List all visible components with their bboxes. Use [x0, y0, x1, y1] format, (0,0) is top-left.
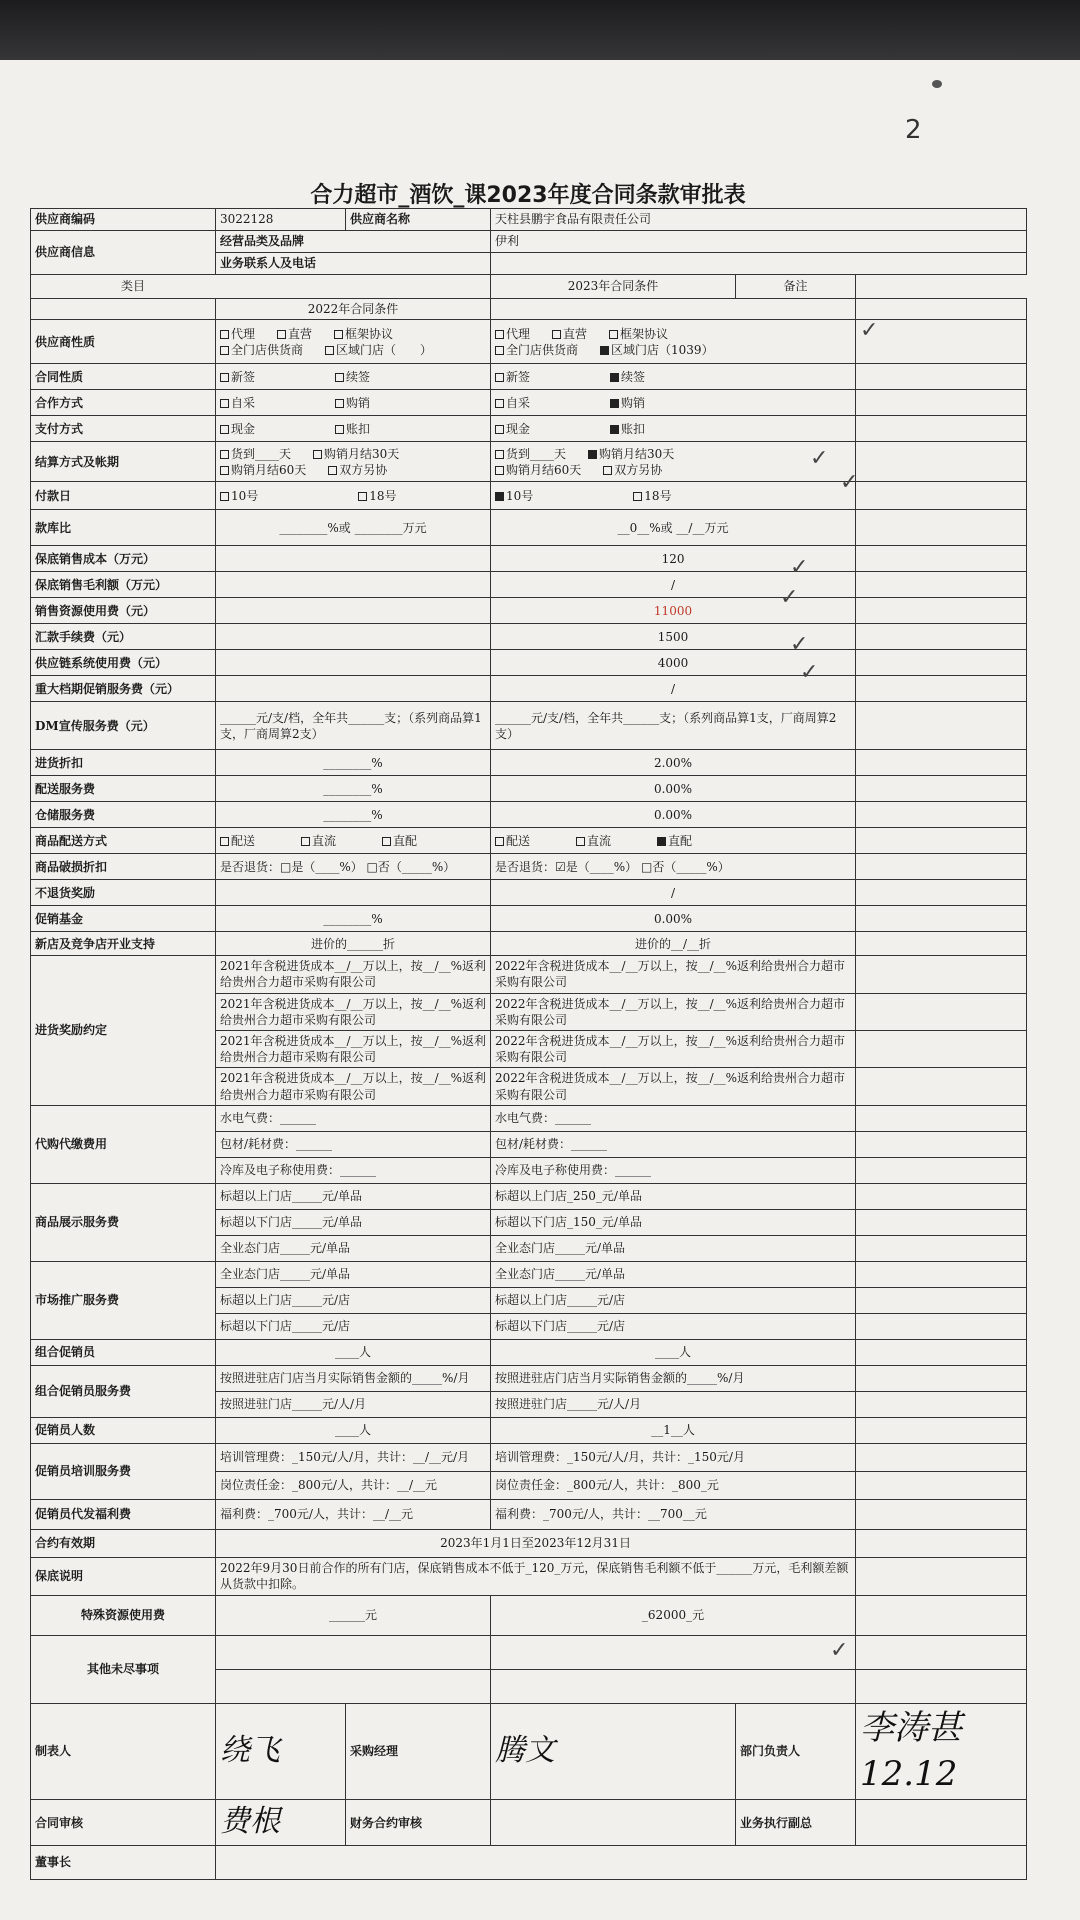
rebate-label: 进货奖励约定 [31, 956, 216, 1106]
option-label: 购销月结60天 [231, 462, 307, 477]
brand-label: 经营品类及品牌 [216, 231, 491, 253]
checkbox-icon [603, 466, 612, 475]
chair-label: 董事长 [31, 1845, 216, 1879]
option-label: 配送 [506, 833, 531, 848]
checkbox-icon [358, 492, 367, 501]
row-label: 供应链系统使用费（元） [31, 650, 216, 676]
display-2022: 标超以上门店_____元/单品 [216, 1183, 491, 1209]
page-number: 2 [905, 115, 922, 145]
header-2022: 2022年合同条件 [216, 299, 491, 320]
welfare-2023: 福利费：_700元/人，共计：__700__元 [491, 1499, 856, 1529]
option-label: 自采 [231, 395, 256, 410]
check-mark-icon: ✓ [840, 470, 859, 495]
checkbox-icon [220, 373, 229, 382]
row-2023: 2.00% [491, 750, 856, 776]
pay-label: 支付方式 [31, 416, 216, 442]
option-label: 新签 [506, 369, 531, 384]
damage-label: 商品破损折扣 [31, 854, 216, 880]
validity-value: 2023年1月1日至2023年12月31日 [216, 1529, 856, 1557]
promoter-label: 组合促销员 [31, 1339, 216, 1365]
option-label: 10号 [506, 488, 534, 503]
checkbox-icon [495, 466, 504, 475]
head-label: 部门负责人 [736, 1703, 856, 1800]
nature-2023 [491, 320, 856, 364]
option-label: 直流 [312, 833, 337, 848]
audit-label: 合同审核 [31, 1800, 216, 1846]
row-2022 [216, 650, 491, 676]
check-mark-icon: ✓ [800, 660, 819, 685]
checkbox-icon [633, 492, 642, 501]
row-2023: 4000 [491, 650, 856, 676]
supplier-code: 3022128 [216, 209, 346, 231]
checkbox-icon [334, 330, 343, 339]
guarantee-label: 保底说明 [31, 1557, 216, 1595]
display-2022: 标超以下门店_____元/单品 [216, 1209, 491, 1235]
contact-value [491, 253, 1027, 275]
check-mark-icon: ✓ [780, 585, 799, 610]
promoter-fee-label: 组合促销员服务费 [31, 1365, 216, 1417]
option-label: 直营 [288, 326, 313, 341]
payday-label: 付款日 [31, 482, 216, 510]
option-label: 直配 [393, 833, 418, 848]
dm-2023: ______元/支/档，全年共______支；（系列商品算1支，厂商周算2支） [491, 702, 856, 750]
head-signature: 李涛甚 12.12 [856, 1703, 1027, 1800]
checkbox-icon [495, 450, 504, 459]
option-label: 直营 [563, 326, 588, 341]
checked-box-icon [610, 425, 619, 434]
option-label: 购销月结30天 [324, 446, 400, 461]
option-label: 直流 [587, 833, 612, 848]
supplier-name: 天柱县鹏宇食品有限责任公司 [491, 209, 1027, 231]
row-2022 [216, 546, 491, 572]
row-2023: 0.00% [491, 802, 856, 828]
option-label: 配送 [231, 833, 256, 848]
training-2022: 岗位责任金：_800元/人，共计：__/__元 [216, 1471, 491, 1499]
option-label: 10号 [231, 488, 259, 503]
checkbox-icon [576, 837, 585, 846]
checked-box-icon [610, 399, 619, 408]
option-label: 货到____天 [506, 446, 567, 461]
row-2023: 0.00% [491, 776, 856, 802]
dm-label: DM宣传服务费（元） [31, 702, 216, 750]
manager-signature: 腾文 [491, 1703, 736, 1800]
header-2023: 2023年合同条件 [491, 275, 736, 299]
option-label: 自采 [506, 395, 531, 410]
option-label: 直配 [668, 833, 693, 848]
row-label: 保底销售成本（万元） [31, 546, 216, 572]
row-2023: / [491, 880, 856, 906]
header-remark: 备注 [736, 275, 856, 299]
display-2023: 全业态门店_____元/单品 [491, 1235, 856, 1261]
ink-dot [932, 80, 942, 88]
row-2023: 1500 [491, 624, 856, 650]
rebate-2022-line: 2021年含税进货成本__/__万以上，按__/__%返利给贵州合力超市采购有限公司 [216, 1068, 491, 1105]
option-label: 购销 [621, 395, 646, 410]
option-label: 购销 [346, 395, 371, 410]
proxy-2023: 冷库及电子称使用费：______ [491, 1157, 856, 1183]
settle-label: 结算方式及帐期 [31, 442, 216, 482]
manager-label: 采购经理 [346, 1703, 491, 1800]
guarantee-value: 2022年9月30日前合作的所有门店，保底销售成本不低于_120_万元，保底销售毛利额不低于______万元，毛利额差额从货款中扣除。 [216, 1557, 856, 1595]
checkbox-icon [335, 399, 344, 408]
checkbox-icon [495, 330, 504, 339]
supplier-code-label: 供应商编码 [31, 209, 216, 231]
option-label: 双方另协 [614, 462, 663, 477]
check-mark-icon: ✓ [790, 555, 809, 580]
row-2022: 进价的______折 [216, 932, 491, 956]
row-2022 [216, 598, 491, 624]
proxy-2022: 包材/耗材费：______ [216, 1131, 491, 1157]
option-label: 18号 [644, 488, 672, 503]
promoter-fee-2023: 按照进驻店门店当月实际销售金额的_____%/月 [491, 1365, 856, 1391]
vp-label: 业务执行副总 [736, 1800, 856, 1846]
option-label: 购销月结30天 [599, 446, 675, 461]
validity-label: 合约有效期 [31, 1529, 216, 1557]
check-mark-icon: ✓ [830, 1638, 849, 1663]
promoter-2022: ____人 [216, 1339, 491, 1365]
nature-2022 [216, 320, 491, 364]
nature-label: 供应商性质 [31, 320, 216, 364]
option-label: 区域门店（ ） [336, 342, 433, 357]
promoter-fee-2022: 按照进驻店门店当月实际销售金额的_____%/月 [216, 1365, 491, 1391]
checked-box-icon [495, 492, 504, 501]
checkbox-icon [220, 450, 229, 459]
option-label: 账扣 [346, 421, 371, 436]
checkbox-icon [552, 330, 561, 339]
checked-box-icon [657, 837, 666, 846]
training-label: 促销员培训服务费 [31, 1443, 216, 1499]
proxy-2023: 包材/耗材费：______ [491, 1131, 856, 1157]
option-label: 账扣 [621, 421, 646, 436]
checked-box-icon [588, 450, 597, 459]
row-label: 销售资源使用费（元） [31, 598, 216, 624]
special-2023: _62000_元 [491, 1595, 856, 1635]
row-label: 仓储服务费 [31, 802, 216, 828]
rebate-2023-line: 2022年含税进货成本__/__万以上，按__/__%返利给贵州合力超市采购有限公司 [491, 993, 856, 1030]
audit-signature: 费根 [216, 1800, 346, 1846]
checked-box-icon [600, 346, 609, 355]
checkbox-icon [335, 425, 344, 434]
delivery-label: 商品配送方式 [31, 828, 216, 854]
row-label: 促销基金 [31, 906, 216, 932]
checkbox-icon [495, 373, 504, 382]
brand-value: 伊利 [491, 231, 1027, 253]
promoter-count-label: 促销员人数 [31, 1417, 216, 1443]
checkbox-icon [220, 837, 229, 846]
option-label: 框架协议 [620, 326, 669, 341]
row-2023: 0.00% [491, 906, 856, 932]
rebate-2023-line: 2022年含税进货成本__/__万以上，按__/__%返利给贵州合力超市采购有限公司 [491, 1030, 856, 1067]
row-label: 汇款手续费（元） [31, 624, 216, 650]
option-label: 全门店供货商 [506, 342, 579, 357]
checkbox-icon [313, 450, 322, 459]
rebate-2022-line: 2021年含税进货成本__/__万以上，按__/__%返利给贵州合力超市采购有限公司 [216, 956, 491, 993]
market-label: 市场推广服务费 [31, 1261, 216, 1339]
promoter-count-2023: __1__人 [491, 1417, 856, 1443]
header-category: 类目 [31, 275, 491, 299]
row-label: 保底销售毛利额（万元） [31, 572, 216, 598]
checkbox-icon [220, 346, 229, 355]
checkbox-icon [220, 492, 229, 501]
option-label: 18号 [369, 488, 397, 503]
promoter-2023: ____人 [491, 1339, 856, 1365]
market-2022: 全业态门店_____元/单品 [216, 1261, 491, 1287]
market-2023: 全业态门店_____元/单品 [491, 1261, 856, 1287]
option-label: 购销月结60天 [506, 462, 582, 477]
proxy-2022: 水电气费：______ [216, 1105, 491, 1131]
row-label: 款库比 [31, 510, 216, 546]
row-2023: 120 [491, 546, 856, 572]
training-2023: 岗位责任金：_800元/人，共计：_800_元 [491, 1471, 856, 1499]
checkbox-icon [220, 399, 229, 408]
finance-label: 财务合约审核 [346, 1800, 491, 1846]
other-label: 其他未尽事项 [31, 1635, 216, 1703]
checkbox-icon [609, 330, 618, 339]
supplier-info-label: 供应商信息 [31, 231, 216, 275]
checkbox-icon [382, 837, 391, 846]
market-2023: 标超以下门店_____元/店 [491, 1313, 856, 1339]
row-2023: / [491, 676, 856, 702]
maker-signature: 绕飞 [216, 1703, 346, 1800]
check-mark-icon: ✓ [860, 318, 879, 343]
option-label: 代理 [231, 326, 256, 341]
row-label: 进货折扣 [31, 750, 216, 776]
checkbox-icon [495, 837, 504, 846]
checkbox-icon [495, 425, 504, 434]
checkbox-icon [301, 837, 310, 846]
check-mark-icon: ✓ [790, 632, 809, 657]
special-2022: ______元 [216, 1595, 491, 1635]
row-label: 配送服务费 [31, 776, 216, 802]
option-label: 代理 [506, 326, 531, 341]
display-label: 商品展示服务费 [31, 1183, 216, 1261]
option-label: 货到____天 [231, 446, 292, 461]
option-label: 框架协议 [345, 326, 394, 341]
option-label: 区域门店（1039） [611, 342, 714, 357]
coop-label: 合作方式 [31, 390, 216, 416]
proxy-label: 代购代缴费用 [31, 1105, 216, 1183]
checkbox-icon [220, 466, 229, 475]
proxy-2022: 冷库及电子称使用费：______ [216, 1157, 491, 1183]
checkbox-icon [335, 373, 344, 382]
maker-label: 制表人 [31, 1703, 216, 1800]
option-label: 续签 [621, 369, 646, 384]
welfare-2022: 福利费：_700元/人，共计：__/__元 [216, 1499, 491, 1529]
rebate-2023-line: 2022年含税进货成本__/__万以上，按__/__%返利给贵州合力超市采购有限公司 [491, 956, 856, 993]
checkbox-icon [325, 346, 334, 355]
promoter-fee-2023: 按照进驻门店_____元/人/月 [491, 1391, 856, 1417]
row-2022: ________% [216, 750, 491, 776]
row-2022 [216, 676, 491, 702]
display-2022: 全业态门店_____元/单品 [216, 1235, 491, 1261]
page-title: 合力超市_酒饮_课2023年度合同条款审批表 [310, 183, 746, 208]
supplier-name-label: 供应商名称 [346, 209, 491, 231]
option-label: 全门店供货商 [231, 342, 304, 357]
check-mark-icon: ✓ [810, 446, 829, 471]
market-2022: 标超以上门店_____元/店 [216, 1287, 491, 1313]
proxy-2023: 水电气费：______ [491, 1105, 856, 1131]
display-2023: 标超以上门店_250_元/单品 [491, 1183, 856, 1209]
damage-2023: 是否退货：☑是（____%） □否（_____%） [491, 854, 856, 880]
option-label: 新签 [231, 369, 256, 384]
rebate-2022-line: 2021年含税进货成本__/__万以上，按__/__%返利给贵州合力超市采购有限公司 [216, 1030, 491, 1067]
special-label: 特殊资源使用费 [31, 1595, 216, 1635]
promoter-count-2022: ____人 [216, 1417, 491, 1443]
checkbox-icon [495, 346, 504, 355]
display-2023: 标超以下门店_150_元/单品 [491, 1209, 856, 1235]
option-label: 现金 [231, 421, 256, 436]
row-2022: ________% [216, 802, 491, 828]
row-label: 重大档期促销服务费（元） [31, 676, 216, 702]
row-2022: ________% [216, 906, 491, 932]
row-label: 新店及竞争店开业支持 [31, 932, 216, 956]
checkbox-icon [328, 466, 337, 475]
checkbox-icon [220, 425, 229, 434]
row-2022: ________% [216, 776, 491, 802]
row-2022 [216, 880, 491, 906]
contract-type-label: 合同性质 [31, 364, 216, 390]
rebate-2022-line: 2021年含税进货成本__/__万以上，按__/__%返利给贵州合力超市采购有限公司 [216, 993, 491, 1030]
rebate-2023-line: 2022年含税进货成本__/__万以上，按__/__%返利给贵州合力超市采购有限公司 [491, 1068, 856, 1105]
checkbox-icon [220, 330, 229, 339]
option-label: 现金 [506, 421, 531, 436]
option-label: 续签 [346, 369, 371, 384]
contact-label: 业务联系人及电话 [216, 253, 491, 275]
dm-2022: ______元/支/档，全年共______支；（系列商品算1支，厂商周算2支） [216, 702, 491, 750]
row-2023: __0__%或 __/__万元 [491, 510, 856, 546]
welfare-label: 促销员代发福利费 [31, 1499, 216, 1529]
market-2023: 标超以上门店_____元/店 [491, 1287, 856, 1313]
row-2022: ________%或 ________万元 [216, 510, 491, 546]
checked-box-icon [610, 373, 619, 382]
checkbox-icon [495, 399, 504, 408]
row-2023: / [491, 572, 856, 598]
row-2022 [216, 572, 491, 598]
approval-form-table [30, 208, 1027, 1880]
option-label: 双方另协 [339, 462, 388, 477]
row-2023: 11000 [491, 598, 856, 624]
row-label: 不退货奖励 [31, 880, 216, 906]
promoter-fee-2022: 按照进驻门店_____元/人/月 [216, 1391, 491, 1417]
training-2023: 培训管理费：_150元/人/月，共计：_150元/月 [491, 1443, 856, 1471]
row-2022 [216, 624, 491, 650]
row-2023: 进价的__/__折 [491, 932, 856, 956]
damage-2022: 是否退货：□是（____%） □否（_____%） [216, 854, 491, 880]
market-2022: 标超以下门店_____元/店 [216, 1313, 491, 1339]
training-2022: 培训管理费：_150元/人/月，共计：__/__元/月 [216, 1443, 491, 1471]
checkbox-icon [277, 330, 286, 339]
